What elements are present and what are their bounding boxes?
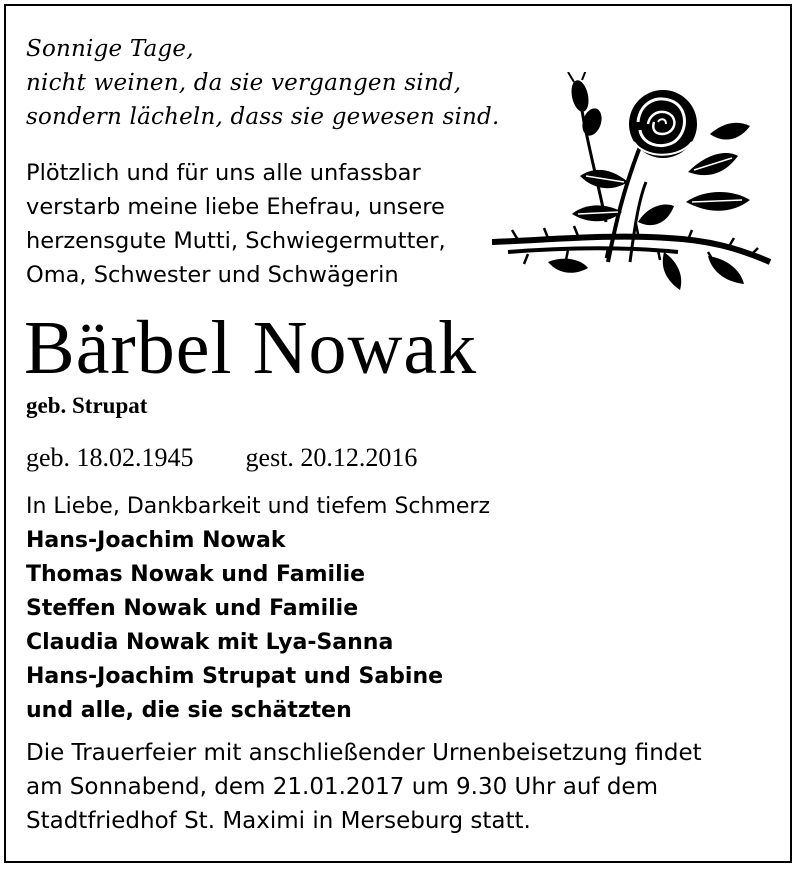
poem	[26, 32, 500, 134]
intro-line: Plötzlich und für uns alle unfassbar	[26, 160, 421, 186]
life-dates	[26, 440, 417, 476]
intro-line: verstarb meine liebe Ehefrau, unsere	[26, 194, 445, 220]
poem-line: sondern lächeln, dass sie gewesen sind.	[26, 104, 500, 130]
intro-text	[26, 156, 446, 292]
rose-illustration-icon	[488, 72, 774, 292]
poem-line: nicht weinen, da sie vergangen sind,	[26, 70, 462, 96]
mourner-name: Hans-Joachim Nowak	[26, 528, 286, 553]
mourner-name: und alle, die sie schätzten	[26, 698, 352, 723]
funeral-info	[26, 736, 702, 838]
intro-line: herzensgute Mutti, Schwiegermutter,	[26, 228, 446, 254]
mourner-name: Thomas Nowak und Familie	[26, 562, 366, 587]
funeral-line: am Sonnabend, dem 21.01.2017 um 9.30 Uhr auf dem	[26, 774, 658, 800]
intro-line: Oma, Schwester und Schwägerin	[26, 262, 399, 288]
mourner-name: Claudia Nowak mit Lya-Sanna	[26, 630, 394, 655]
deceased-name: Bärbel Nowak	[24, 306, 478, 390]
mourners-block	[26, 490, 490, 728]
birth-name: geb. Strupat	[26, 393, 148, 418]
birth-date: geb. 18.02.1945	[26, 443, 194, 472]
funeral-line: Stadtfriedhof St. Maximi in Merseburg statt.	[26, 808, 531, 834]
mourners-lead: In Liebe, Dankbarkeit und tiefem Schmerz	[26, 494, 491, 519]
funeral-line: Die Trauerfeier mit anschließender Urnenbeisetzung findet	[26, 740, 702, 766]
death-date: gest. 20.12.2016	[245, 443, 418, 472]
poem-line: Sonnige Tage,	[26, 36, 194, 62]
mourner-name: Hans-Joachim Strupat und Sabine	[26, 664, 444, 689]
mourner-name: Steffen Nowak und Familie	[26, 596, 359, 621]
